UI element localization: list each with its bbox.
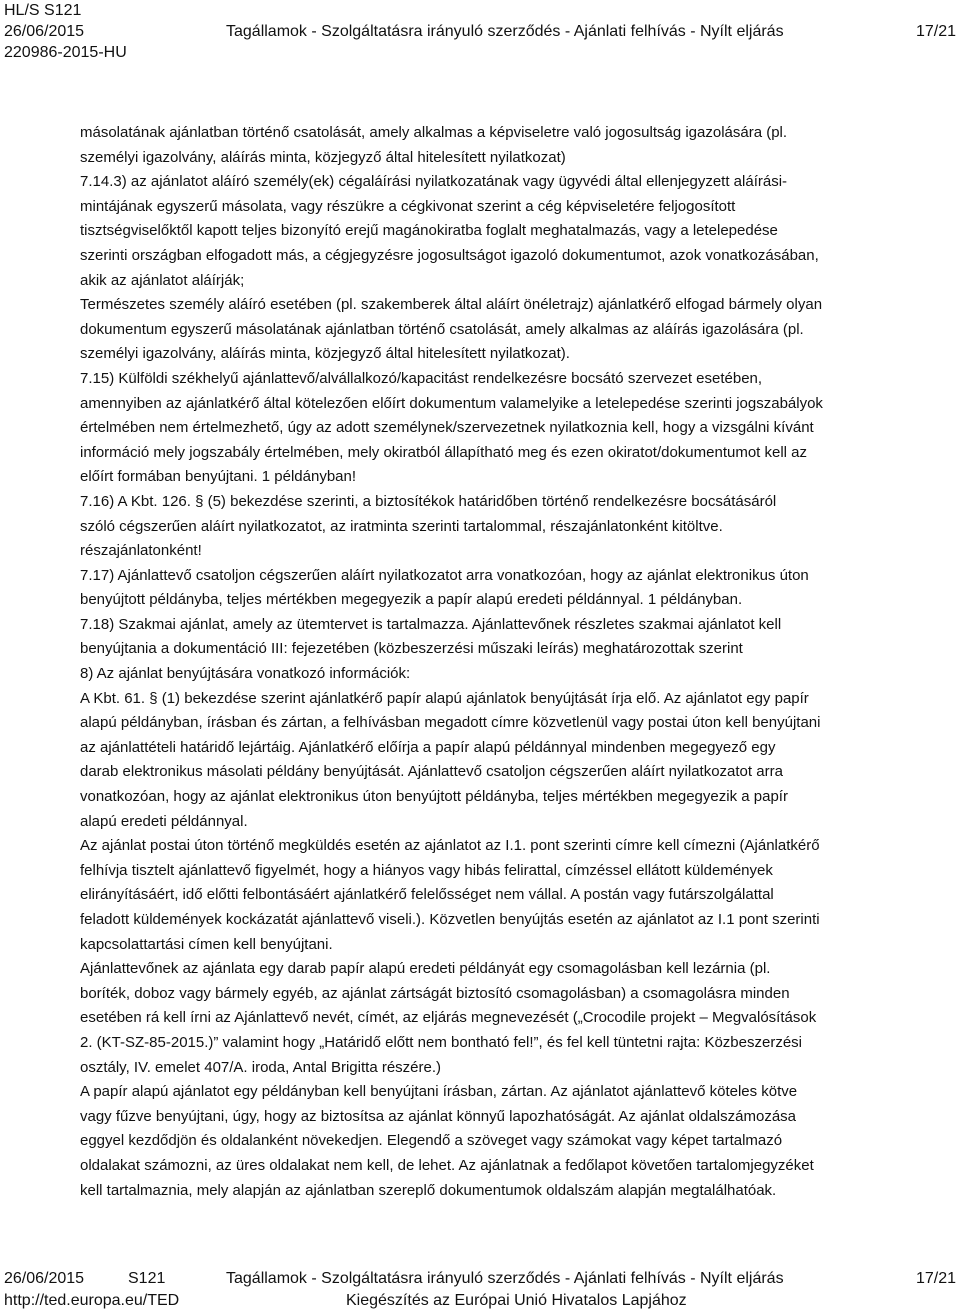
text-line: 7.16) A Kbt. 126. § (5) bekezdése szerinti, a biztosítékok határidőben történő rendelkezésre bocsátásáról bbox=[80, 492, 777, 510]
text-line: amennyiben az ajánlatkérő által kötelezően előírt dokumentum valamelyike a letelepedése szerinti jogszabályok bbox=[80, 394, 823, 412]
text-line: részajánlatonként! bbox=[80, 542, 202, 560]
text-line: 2. (KT-SZ-85-2015.)” valamint hogy „Határidő előtt nem bontható fel!”, és fel kell tüntetni rajta: Közbeszerzési bbox=[80, 1033, 803, 1051]
text-line: benyújtania a dokumentáció III: fejezetében (közbeszerzési műszaki leírás) meghatározottak szerint bbox=[80, 640, 743, 658]
text-line: információ mely jogszabály értelmében, mely okiratból állapítható meg és ezen okiratot/dokumentumot kell az bbox=[80, 443, 808, 461]
footer-url[interactable]: http://ted.europa.eu/TED bbox=[4, 1292, 180, 1309]
text-line: 7.14.3) az ajánlatot aláíró személy(ek) cégaláírási nyilatkozatának vagy ügyvédi által ellenjegyzett aláírási- bbox=[80, 173, 788, 191]
text-line: kapcsolattartási címen kell benyújtani. bbox=[80, 935, 333, 953]
text-line: akik az ajánlatot aláírják; bbox=[80, 271, 245, 289]
footer-series: S121 bbox=[128, 1270, 166, 1287]
footer-title: Tagállamok - Szolgáltatásra irányuló szerződés - Ajánlati felhívás - Nyílt eljárás bbox=[226, 1270, 784, 1287]
text-line: oldalakat számozni, az üres oldalakat nem kell, de lehet. Az ajánlatnak a fedőlapot követően tartalomjegyzéket bbox=[80, 1156, 814, 1174]
text-line: boríték, doboz vagy bármely egyéb, az ajánlat zártságát biztosító csomagolásban) a csomagolásra minden bbox=[80, 984, 790, 1002]
text-line: eggyel kezdődjön és oldalanként növekedjen. Elegendő a szöveget vagy számokat vagy képet tartalmazó bbox=[80, 1132, 783, 1150]
text-line: 7.17) Ajánlattevő csatoljon cégszerűen aláírt nyilatkozatot arra vonatkozóan, hogy az ajánlat elektronikus úton bbox=[80, 566, 809, 584]
text-line: vonatkozóan, hogy az ajánlat elektronikus úton benyújtott példányba, teljes mértékben megegyezik a papír bbox=[80, 788, 788, 806]
doc-code: HL/S S121 bbox=[4, 2, 82, 19]
text-line: mintájának egyszerű másolata, vagy részükre a cégkivonat szerint a cég képviseletére feljogosított bbox=[80, 197, 736, 215]
text-line: elirányításáért, idő előtti felbontásáért ajánlatkérő felelősséget nem vállal. A postán vagy futárszolgálattal bbox=[80, 886, 774, 904]
text-line: felhívja tisztelt ajánlattevő figyelmét, hogy a hiányos vagy hibás felirattal, címzéssel ellátott küldemények bbox=[80, 861, 773, 879]
text-line: személyi igazolvány, aláírás minta, közjegyző által hitelesített nyilatkozat) bbox=[80, 148, 566, 166]
footer-page-number: 17/21 bbox=[915, 1270, 956, 1287]
footer-publisher: Kiegészítés az Európai Unió Hivatalos Lapjához bbox=[346, 1292, 687, 1309]
text-line: dokumentum egyszerű másolatának ajánlatban történő csatolását, amely alkalmas az aláírás igazolására (pl. bbox=[80, 320, 804, 338]
text-line: szerinti országban elfogadott más, a cégjegyzésre jogosultságot igazoló dokumentumot, azok vonatkozásában, bbox=[80, 246, 819, 264]
text-line: Ajánlattevőnek az ajánlata egy darab papír alapú eredeti példányát egy csomagolásban kell lezárnia (pl. bbox=[80, 960, 771, 978]
text-line: kell tartalmaznia, mely alapján az ajánlatban szereplő dokumentumok oldalszám alapján megtalálhatóak. bbox=[80, 1181, 777, 1199]
text-line: az ajánlattételi határidő lejártáig. Ajánlatkérő előírja a papír alapú példánnyal mindenben megegyező egy bbox=[80, 738, 776, 756]
header-page-number: 17/21 bbox=[915, 23, 956, 40]
text-line: feladott küldemények kockázatát ajánlattevő viseli.). Közvetlen benyújtás esetén az ajánlatot az I.1 pont szerinti bbox=[80, 911, 820, 928]
header-date: 26/06/2015 bbox=[4, 23, 85, 40]
text-line: benyújtott példányba, teljes mértékben megegyezik a papír alapú eredeti példánnyal. 1 példányban. bbox=[80, 591, 743, 609]
text-line: 7.15) Külföldi székhelyű ajánlattevő/alvállalkozó/kapacitást rendelkezésre bocsátó szervezet esetében, bbox=[80, 369, 763, 387]
text-line: darab elektronikus másolati példány benyújtását. Ajánlattevő csatoljon cégszerűen aláírt nyilatkozatot arra bbox=[80, 763, 783, 781]
text-line: szóló cégszerűen aláírt nyilatkozatot, az iratminta szerinti tartalommal, részajánlatonként kitöltve. bbox=[80, 517, 723, 535]
header-reference: 220986-2015-HU bbox=[4, 44, 127, 61]
text-line: 7.18) Szakmai ajánlat, amely az ütemtervet is tartalmazza. Ajánlattevőnek részletes szakmai ajánlatot kell bbox=[80, 615, 782, 633]
page-header bbox=[4, 0, 956, 63]
text-line: esetében rá kell írni az Ajánlattevő nevét, címét, az eljárás megnevezését („Crocodile projekt – Megvalósítások bbox=[80, 1009, 817, 1027]
footer-date: 26/06/2015 bbox=[4, 1270, 85, 1287]
text-line: A Kbt. 61. § (1) bekezdése szerint ajánlatkérő papír alapú ajánlatok benyújtását írja elő. Az ajánlatot egy papír bbox=[80, 689, 809, 707]
text-line: alapú eredeti példánnyal. bbox=[80, 812, 248, 830]
text-line: osztály, IV. emelet 407/A. iroda, Antal Brigitta részére.) bbox=[80, 1058, 442, 1076]
text-line: alapú példányban, írásban és zártan, a felhívásban megadott címre közvetlenül vagy postai úton kell benyújtani bbox=[80, 714, 821, 732]
text-line: Az ajánlat postai úton történő megküldés esetén az ajánlatot az I.1. pont szerinti címre kell címezni (Ajánlatkérő bbox=[80, 837, 820, 855]
document-body bbox=[80, 121, 950, 1203]
text-line: személyi igazolvány, aláírás minta, közjegyző által hitelesített nyilatkozat). bbox=[80, 345, 570, 363]
header-title: Tagállamok - Szolgáltatásra irányuló szerződés - Ajánlati felhívás - Nyílt eljárás bbox=[226, 23, 784, 40]
text-line: 8) Az ajánlat benyújtására vonatkozó információk: bbox=[80, 665, 411, 683]
text-line: értelmében nem értelmezhető, úgy az adott személynek/szervezetnek nyilatkoznia kell, hogy a vizsgálni kívánt bbox=[80, 419, 814, 437]
text-line: Természetes személy aláíró esetében (pl. szakemberek által aláírt önéletrajz) ajánlatkérő elfogad bármely olyan bbox=[80, 296, 823, 314]
text-line: előírt formában benyújtani. 1 példányban! bbox=[80, 468, 357, 486]
text-line: A papír alapú ajánlatot egy példányban kell benyújtani írásban, zártan. Az ajánlatot ajánlattevő köteles kötve bbox=[80, 1083, 798, 1101]
text-line: másolatának ajánlatban történő csatolását, amely alkalmas a képviseletre való jogosultság igazolására (pl. bbox=[80, 124, 788, 141]
text-line: vagy fűzve benyújtani, úgy, hogy az biztosítsa az ajánlat könnyű lapozhatóságát. Az ajánlat oldalszámozása bbox=[80, 1107, 797, 1125]
text-line: tisztségviselőktől kapott teljes bizonyító erejű magánokiratba foglalt meghatalmazás, vagy a letelepedése bbox=[80, 222, 778, 240]
